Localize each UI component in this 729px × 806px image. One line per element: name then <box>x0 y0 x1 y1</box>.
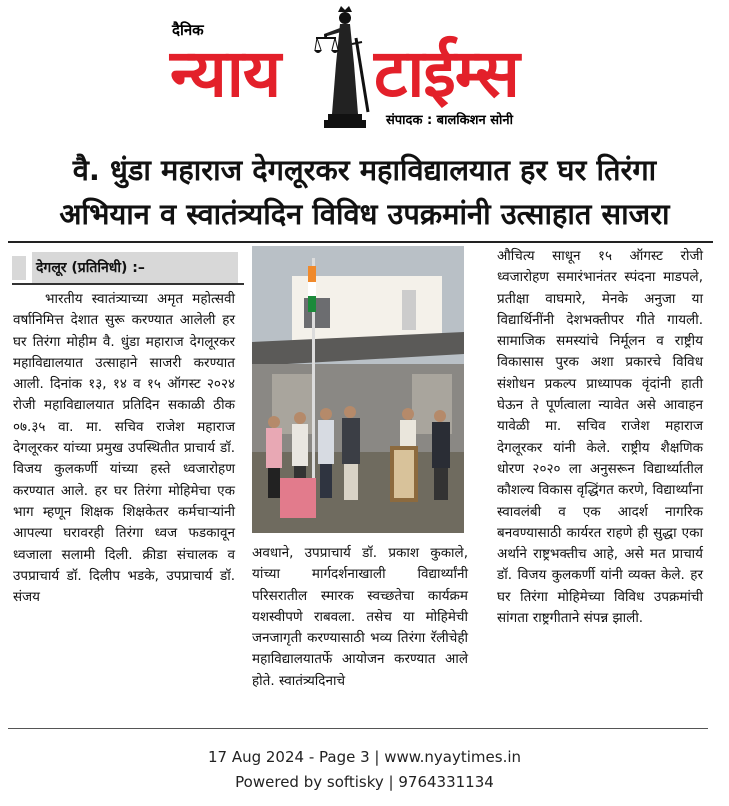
dateline-marker <box>12 256 26 280</box>
headline-line-2: अभियान व स्वातंत्र्यदिन विविध उपक्रमांनी उत्साहात साजरा <box>59 197 670 231</box>
masthead-prefix: दैनिक <box>172 21 204 39</box>
dateline-divider <box>12 283 244 285</box>
masthead-editor: संपादक : बालकिशन सोनी <box>386 113 513 128</box>
lady-justice-icon <box>314 4 376 132</box>
article-column-1: भारतीय स्वातंत्र्याच्या अमृत महोत्सवी वर्षानिमित्त देशात सुरू करण्यात आलेली हर घर तिरंगा मोहीम वै. धुंडा महाराज देगलूरकर महाविद्यालयात उत्साहाने साजरी करण्यात आली. दिनांक १३, १४ व १५ ऑगस्ट २०२४ रोजी महाविद्यालयात प्रतिदिन सकाळी ठीक ०७.३५ वा. मा. सचिव राजेश महाराज देगलूरकर यांच्या प्रमुख उपस्थितीत प्राचार्य डॉ. विजय कुलकर्णी यांच्या हस्ते ध्वजारोहण करण्यात आले. हर घर तिरंगा मोहिमेचा एक भाग म्हणून शिक्षक शिक्षकेतर कर्मचाऱ्यांनी आपल्या घरावरही तिरंगा ध्वज फडकावून ध्वजाला सलामी दिली. क्रीडा संचालक व उपप्राचार्य डॉ. दिलीप भडके, उपप्राचार्य डॉ. संजय <box>13 291 235 606</box>
headline-divider <box>8 241 713 243</box>
dateline-box <box>6 252 238 284</box>
masthead-title-left: न्याय <box>170 35 281 112</box>
masthead <box>0 0 729 138</box>
footer-powered-by: Powered by softisky | 9764331134 <box>235 773 494 791</box>
headline-line-1: वै. धुंडा महाराज देगलूरकर महाविद्यालयात हर घर तिरंगा <box>72 153 657 187</box>
flag-hoisting-photo <box>252 246 464 533</box>
article-headline <box>0 148 729 236</box>
footer-divider <box>8 728 708 729</box>
dateline: देगलूर (प्रतिनिधी) :– <box>36 260 145 276</box>
masthead-title-right: टाईम्स <box>374 35 519 112</box>
article-column-3: औचित्य साधून १५ ऑगस्ट रोजी ध्वजारोहण समारंभानंतर स्पंदना माडपले, प्रतीक्षा वाघमारे, मेनके अनुजा या विद्यार्थिनींनी देशभक्तीपर गीते गायली. सामाजिक समस्यांचे निर्मूलन व राष्ट्रीय विकासास पुरक अशा प्रकारचे विविध संशोधन प्रकल्प प्राध्यापक वृंदांनी हाती घेऊन ते पूर्णत्वाला न्यावेत असे आवाहन यावेळी मा. सचिव राजेश महाराज देगलूरकर यांनी केले. राष्ट्रीय शैक्षणिक धोरण २०२० ला अनुसरून विद्यार्थ्यातील कौशल्य विकास वृद्धिंगत करणे, विद्यार्थ्यांना स्वावलंबी व एक आदर्श नागरिक बनवण्यासाठी कार्यरत राहणे ही सुद्धा एका अर्थाने राष्ट्रभक्तीच आहे, असे मत प्राचार्य डॉ. विजय कुलकर्णी यांनी व्यक्त केले. हर घर तिरंगा मोहिमेच्या विविध उपक्रमांची सांगता राष्ट्रगीताने संपन्न झाली. <box>497 248 703 627</box>
footer-date-page-site: 17 Aug 2024 - Page 3 | www.nyaytimes.in <box>207 748 522 766</box>
article-column-2: अवधाने, उपप्राचार्य डॉ. प्रकाश कुकाले, यांच्या मार्गदर्शनाखाली विद्यार्थ्यांनी परिसरातील स्मारक स्वच्छतेचा कार्यक्रम यशस्वीपणे राबवला. तसेच या मोहिमेची जनजागृती करण्यासाठी भव्य तिरंगा रॅलीचेही महाविद्यालयातर्फे आयोजन करण्यात आले होते. स्वातंत्र्यदिनाचे <box>252 545 468 689</box>
